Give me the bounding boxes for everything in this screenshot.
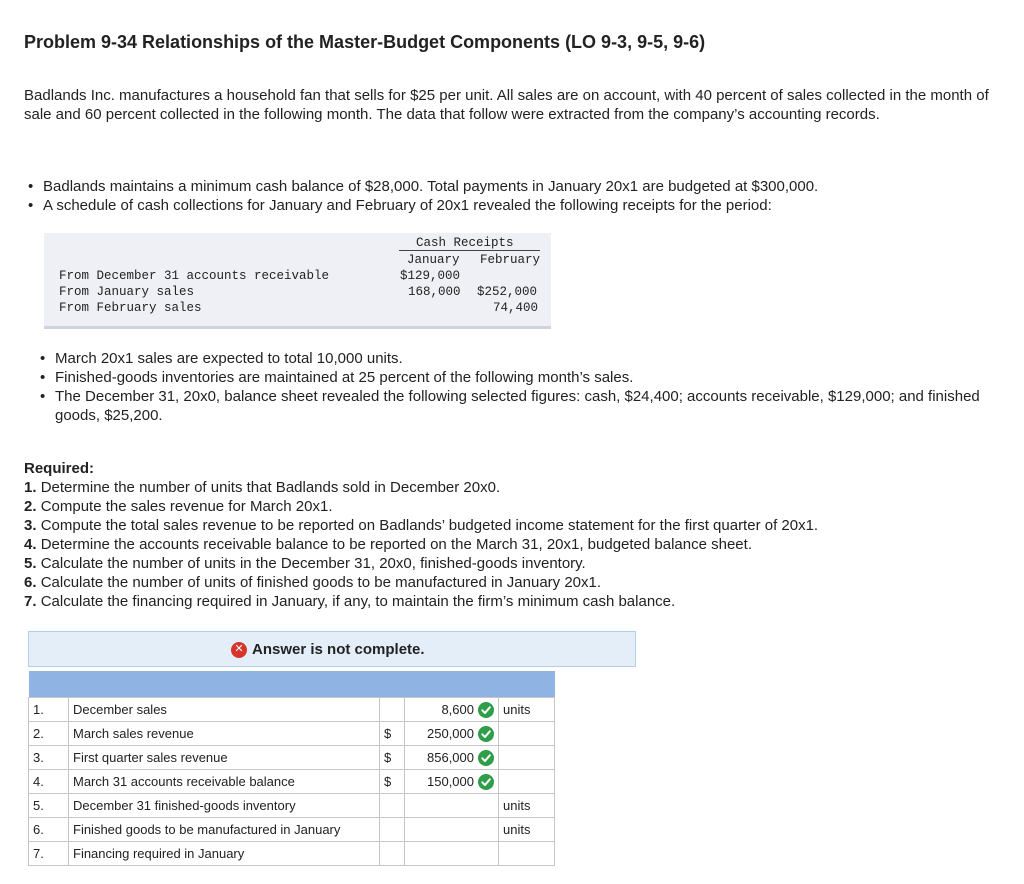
answer-input-cell[interactable] [405,722,499,746]
unit-label [499,770,555,794]
answer-row-label: Finished goods to be manufactured in January [69,818,380,842]
answer-input-cell[interactable] [405,698,499,722]
col-january: January [407,253,460,267]
answer-row [29,698,555,722]
answer-row-number: 6. [29,818,69,842]
receipt-row-january: $129,000 [400,269,461,283]
requirement-item: 7. Calculate the financing required in January, if any, to maintain the firm’s minimum cash balance. [24,593,676,610]
unit-label: units [499,794,555,818]
fact-item: • Badlands maintains a minimum cash balance of $28,000. Total payments in January 20x1 are budgeted at $300,000. [25,177,985,196]
answer-row-number: 5. [29,794,69,818]
facts-list-1 [25,177,985,215]
col-february: February [480,253,541,267]
requirement-item: 6. Calculate the number of units of finished goods to be manufactured in January 20x1. [24,574,602,591]
correct-check-icon [478,750,494,766]
unit-label [499,746,555,770]
answer-row-label: December 31 finished-goods inventory [69,794,380,818]
answer-value[interactable]: 8,600 [441,702,474,717]
answer-input-cell[interactable] [405,770,499,794]
requirement-item: 2. Compute the sales revenue for March 20x1. [24,498,333,515]
answer-value[interactable]: 150,000 [427,774,474,789]
answer-row [29,746,555,770]
answer-row-number: 7. [29,842,69,866]
answer-input-cell[interactable] [405,794,499,818]
answer-row-number: 3. [29,746,69,770]
unit-label: units [499,698,555,722]
dollar-sign [380,794,405,818]
receipt-row-label: From January sales [59,285,195,299]
answer-input-cell[interactable] [405,818,499,842]
correct-check-icon [478,702,494,718]
problem-intro: Badlands Inc. manufactures a household fan that sells for $25 per unit. All sales are on account, with 40 percent of sales collected in the month of sale and 60 percent collected in the following month. The data that follow were extracted from the company’s accounting records. [24,87,989,123]
fact-item: • The December 31, 20x0, balance sheet revealed the following selected figures: cash, $24,400; accounts receivable, $129,000; and finished goods, $25,200. [37,387,987,425]
answer-row [29,818,555,842]
dollar-sign: $ [380,722,405,746]
answer-row [29,770,555,794]
dollar-sign [380,842,405,866]
correct-check-icon [478,726,494,742]
correct-check-icon [478,774,494,790]
answer-table [28,671,555,866]
answer-value[interactable]: 856,000 [427,750,474,765]
answer-status-banner [28,631,636,667]
cash-receipts-schedule [44,233,551,329]
incorrect-x-icon: ✕ [231,642,247,658]
unit-label: units [499,818,555,842]
dollar-sign: $ [380,770,405,794]
answer-input-cell[interactable] [405,746,499,770]
fact-item: • March 20x1 sales are expected to total 10,000 units. [37,349,987,368]
dollar-sign [380,698,405,722]
dollar-sign [380,818,405,842]
requirements-list [24,478,818,611]
answer-row [29,842,555,866]
facts-list-2 [37,349,987,425]
unit-label [499,722,555,746]
answer-row-number: 4. [29,770,69,794]
receipt-row-february: $252,000 [477,285,538,299]
receipt-row-february: 74,400 [493,301,539,315]
answer-row-number: 2. [29,722,69,746]
receipt-row-label: From February sales [59,301,202,315]
answer-row [29,722,555,746]
receipt-row-label: From December 31 accounts receivable [59,269,330,283]
page-title: Problem 9-34 Relationships of the Master-Budget Components (LO 9-3, 9-5, 9-6) [24,32,706,52]
header-rule [399,250,540,251]
answer-row [29,794,555,818]
answer-status-text: Answer is not complete. [252,641,425,658]
answer-row-label: Financing required in January [69,842,380,866]
cash-receipts-header: Cash Receipts [416,236,514,250]
receipt-row-january: 168,000 [408,285,461,299]
requirement-item: 3. Compute the total sales revenue to be reported on Badlands’ budgeted income statement for the first quarter of 20x1. [24,517,819,534]
requirement-item: 5. Calculate the number of units in the December 31, 20x0, finished-goods inventory. [24,555,586,572]
answer-row-number: 1. [29,698,69,722]
unit-label [499,842,555,866]
fact-item: • Finished-goods inventories are maintained at 25 percent of the following month’s sales. [37,368,987,387]
fact-item: • A schedule of cash collections for January and February of 20x1 revealed the following receipts for the period: [25,196,985,215]
answer-value[interactable]: 250,000 [427,726,474,741]
answer-input-cell[interactable] [405,842,499,866]
requirement-item: 4. Determine the accounts receivable balance to be reported on the March 31, 20x1, budgeted balance sheet. [24,536,752,553]
requirement-item: 1. Determine the number of units that Badlands sold in December 20x0. [24,479,501,496]
dollar-sign: $ [380,746,405,770]
requirements-section [24,459,818,611]
answer-row-label: First quarter sales revenue [69,746,380,770]
required-heading: Required: [24,460,95,477]
answer-row-label: March 31 accounts receivable balance [69,770,380,794]
answer-table-header [29,671,555,698]
answer-row-label: December sales [69,698,380,722]
answer-row-label: March sales revenue [69,722,380,746]
